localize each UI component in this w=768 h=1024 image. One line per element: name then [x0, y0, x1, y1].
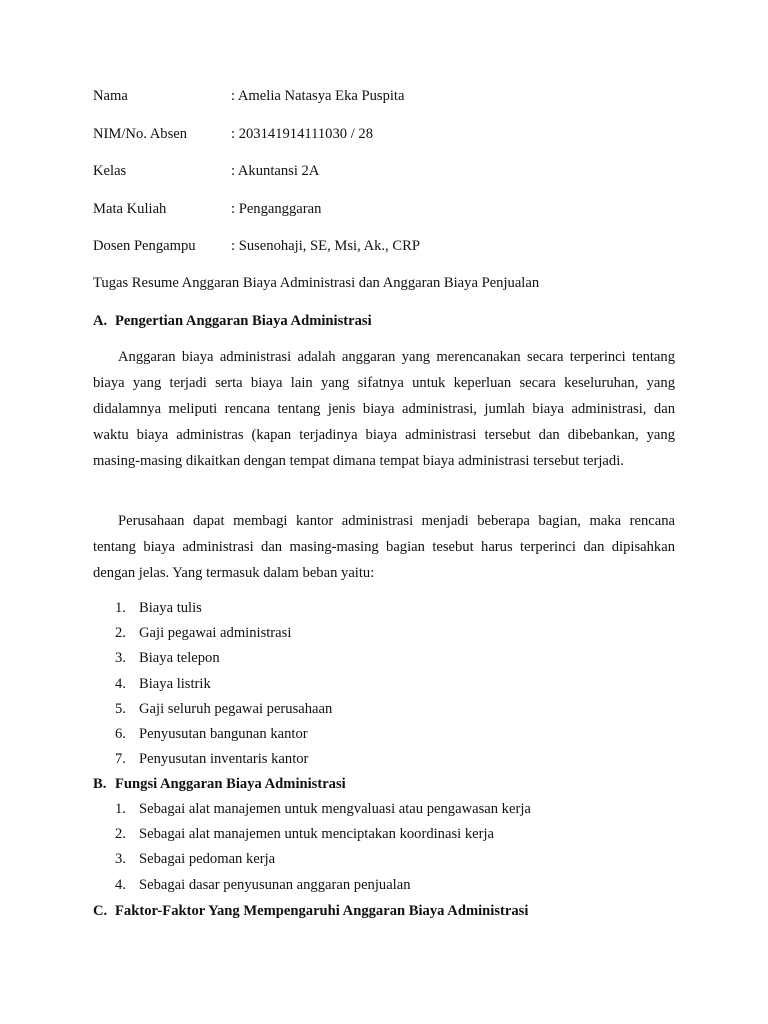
section-a-heading: [93, 311, 372, 331]
list-text: Gaji seluruh pegawai perusahaan: [139, 700, 333, 717]
list-number: 3.: [115, 650, 126, 667]
list-number: 4.: [115, 675, 126, 692]
info-value: : Amelia Natasya Eka Puspita: [231, 88, 405, 104]
list-text: Gaji pegawai administrasi: [139, 625, 292, 642]
section-a-paragraph-2: Perusahaan dapat membagi kantor administrasi menjadi beberapa bagian, maka rencana tentang biaya administrasi dan masing-masing bagian tesebut harus terperinci dan dipisahkan dengan jelas. Yang termasuk dalam beban yaitu:: [93, 513, 675, 581]
info-label: NIM/No. Absen: [93, 125, 188, 142]
info-label: Kelas: [93, 163, 127, 179]
list-number: 4.: [115, 876, 126, 893]
section-title: Fungsi Anggaran Biaya Administrasi: [115, 776, 346, 792]
list-number: 7.: [115, 751, 126, 768]
list-number: 2.: [115, 826, 126, 843]
list-number: 2.: [115, 625, 126, 642]
info-label: Dosen Pengampu: [93, 238, 196, 254]
list-number: 6.: [115, 725, 126, 742]
section-title: Pengertian Anggaran Biaya Administrasi: [115, 313, 372, 329]
list-text: Sebagai pedoman kerja: [139, 851, 276, 868]
list-text: Penyusutan bangunan kantor: [139, 725, 308, 742]
section-letter: A.: [93, 313, 108, 329]
list-number: 1.: [115, 600, 126, 616]
info-value: : 203141914111030 / 28: [231, 125, 374, 142]
list-number: 3.: [115, 851, 126, 868]
info-label: Mata Kuliah: [93, 200, 167, 217]
list-text: Biaya listrik: [139, 675, 211, 692]
info-value: : Penganggaran: [231, 200, 322, 217]
list-text: Sebagai alat manajemen untuk menciptakan koordinasi kerja: [139, 826, 494, 843]
section-a-paragraph-1: Anggaran biaya administrasi adalah anggaran yang merencanakan secara terperinci tentang biaya yang terjadi serta biaya lain yang sifatnya untuk keperluan secara keseluruhan, yang didalamnya meliputi rencana tentang jenis biaya administrasi, jumlah biaya administrasi, dan waktu biaya administras (kapan terjadinya biaya administrasi tersebut dan dibebankan, yang masing-masing dikaitkan dengan tempat dimana tempat biaya administrasi tersebut terjadi.: [93, 349, 675, 469]
list-text: Sebagai dasar penyusunan anggaran penjualan: [139, 876, 411, 893]
info-value: : Susenohaji, SE, Msi, Ak., CRP: [231, 238, 420, 254]
section-title: Faktor-Faktor Yang Mempengaruhi Anggaran Biaya Administrasi: [115, 903, 529, 919]
list-text: Biaya telepon: [139, 650, 220, 667]
list-text: Penyusutan inventaris kantor: [139, 751, 309, 768]
list-text: Sebagai alat manajemen untuk mengvaluasi atau pengawasan kerja: [139, 801, 531, 817]
section-letter: C.: [93, 903, 108, 919]
list-number: 1.: [115, 801, 126, 817]
assignment-title: Tugas Resume Anggaran Biaya Administrasi dan Anggaran Biaya Penjualan: [93, 275, 540, 291]
list-number: 5.: [115, 700, 126, 717]
list-text: Biaya tulis: [139, 600, 202, 616]
info-label: Nama: [93, 88, 128, 104]
section-b-heading: [93, 774, 346, 794]
section-letter: B.: [93, 776, 107, 792]
section-c-heading: [93, 901, 528, 921]
info-value: : Akuntansi 2A: [231, 163, 320, 179]
